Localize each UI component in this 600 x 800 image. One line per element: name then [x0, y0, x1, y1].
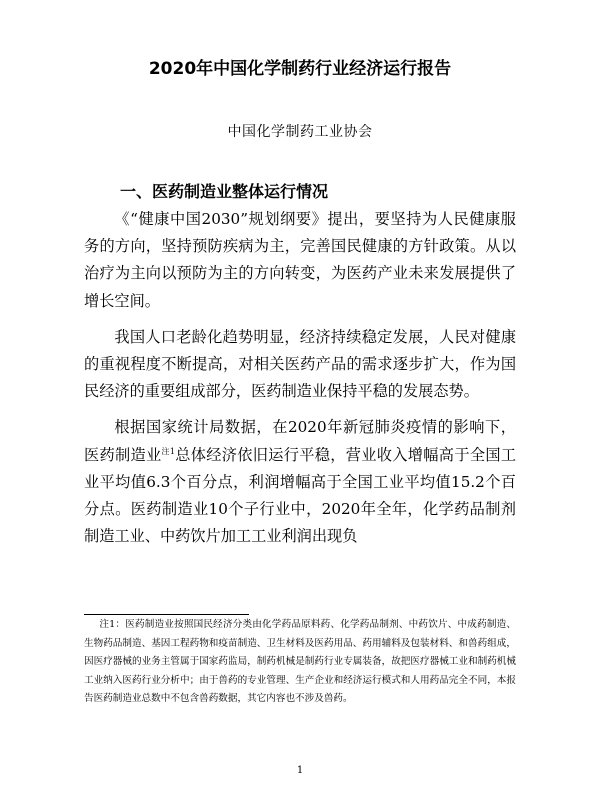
section-heading: 一、医药制造业整体运行情况 — [120, 182, 329, 201]
organization-name: 中国化学制药工业协会 — [227, 124, 373, 140]
footnote: 注1：医药制造业按照国民经济分类由化学药品原料药、化学药品制剂、中药饮片、中成药制造、生物药品制造、基因工程药物和疫苗制造、卫生材料及医药用品、药用辅料及包装材料、和兽药组成，因医疗器械的业务主管属于国家药监局，制药机械是制药行业专属装备，故把医疗器械工业和制药机械工业纳入医药行业分析中；由于兽药的专业管理、生产企业和经济运行模式和人用药品完全不同，本报告医药制造业总数中不包含兽药数据，其它内容也不涉及兽药。 — [84, 619, 516, 704]
paragraph-3-part-2: 总体经济依旧运行平稳，营业收入增幅高于全国工业平均值6.3个百分点，利润增幅高于全国工业平均值15.2个百分点。医药制造业10个子行业中，2020年全年，化学药品制剂制造工业、中药饮片加工工业利润出现负 — [84, 445, 517, 546]
paragraph-2: 我国人口老龄化趋势明显，经济持续稳定发展，人民对健康的重视程度不断提高，对相关医药产品的需求逐步扩大，作为国民经济的重要组成部分，医药制造业保持平稳的发展态势。 — [84, 327, 516, 401]
document-title: 2020年中国化学制药行业经济运行报告 — [148, 59, 452, 79]
body-text — [84, 206, 516, 559]
paragraph-1: 《“健康中国2030”规划纲要》提出，要坚持为人民健康服务的方向，坚持预防疾病为主，完善国民健康的方针政策。从以治疗为主向以预防为主的方向转变，为医药产业未来发展提供了增长空间。 — [84, 210, 516, 310]
paragraph-3 — [84, 414, 516, 550]
page-number: 1 — [296, 765, 304, 776]
footnote-divider — [84, 614, 249, 615]
paragraph-3-part-1: 根据国家统计局数据，在2020年新冠肺炎疫情的影响下，医药制造业 — [84, 418, 516, 464]
footnote-ref: 注1 — [161, 446, 175, 456]
